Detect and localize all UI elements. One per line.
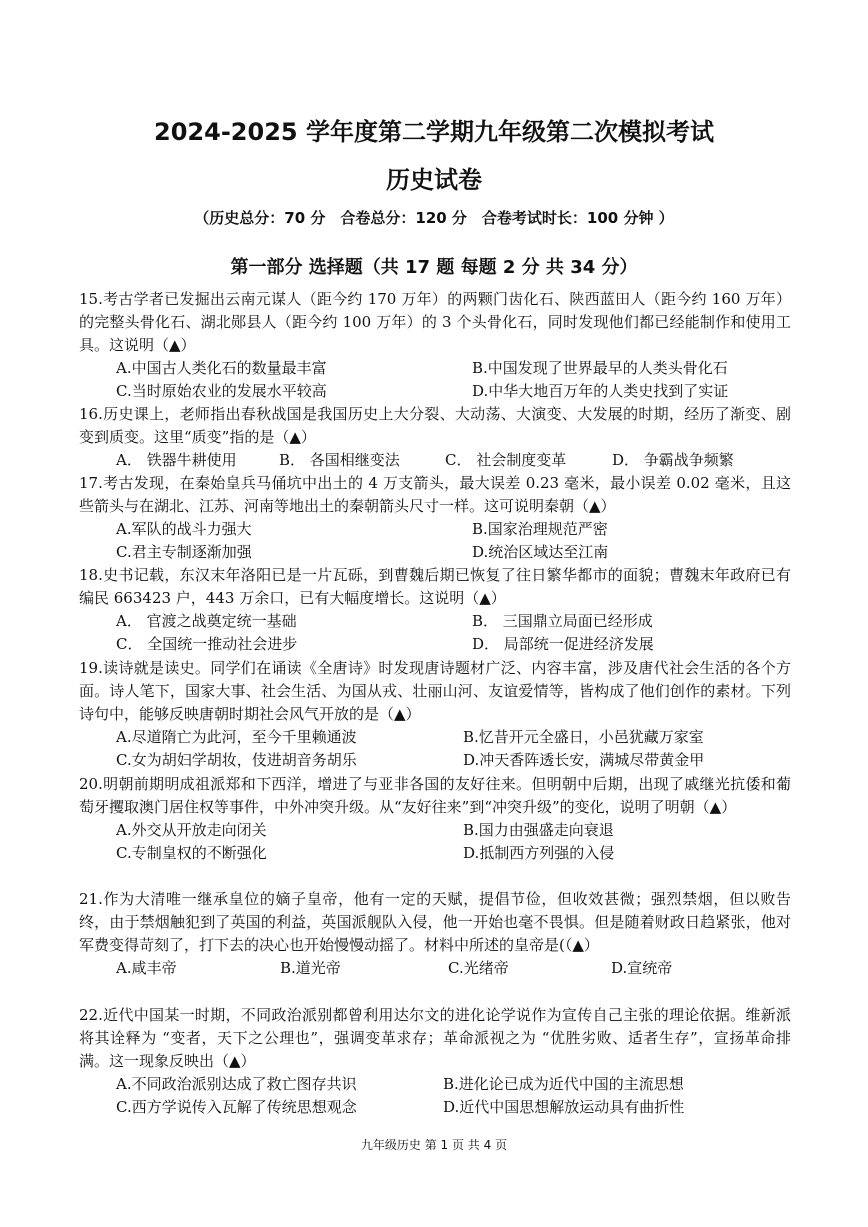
option-a: A.中国古人类化石的数量最丰富 [116,359,327,377]
option-d: D.统治区域达至江南 [472,543,609,561]
question-18 [79,564,791,656]
question-stem: 21.作为大清唯一继承皇位的嫡子皇帝，他有一定的天赋，提倡节俭，但收效甚微；强烈禁烟，但以败告终，由于禁烟触犯到了英国的利益，英国派舰队入侵，他一开始也毫不畏惧。但是随着财政日趋紧张，他对军费变得苛刻了，打下去的决心也开始慢慢动摇了。材料中所述的皇帝是(（▲） [79,890,791,954]
option-d: D.抵制西方列强的入侵 [463,844,615,862]
option-b: B.国家治理规范严密 [472,520,608,538]
question-stem: 17.考古发现，在秦始皇兵马俑坑中出土的 4 万支箭头，最大误差 0.23 毫米，最小误差 0.02 毫米，且这些箭头与在湖北、江苏、河南等地出土的秦朝箭头尺寸一样。这可说明秦朝（▲） [79,474,791,515]
option-a: A.咸丰帝 [116,959,177,977]
option-row [79,610,791,633]
option-b: B． 三国鼎立局面已经形成 [472,612,653,630]
option-row [79,541,791,564]
question-17 [79,472,791,564]
question-stem: 19.读诗就是读史。同学们在诵读《全唐诗》时发现唐诗题材广泛、内容丰富，涉及唐代社会生活的各个方面。诗人笔下，国家大事、社会生活、为国从戎、壮丽山河、友谊爱情等，皆构成了他们创作的素材。下列诗句中，能够反映唐朝时期社会风气开放的是（▲） [79,659,791,723]
option-d: D． 争霸战争频繁 [612,451,734,469]
question-stem: 18.史书记载，东汉末年洛阳已是一片瓦砾，到曹魏后期已恢复了往日繁华都市的面貌；曹魏末年政府已有编民 663423 户，443 万余口，已有大幅度增长。这说明（▲） [79,566,791,607]
option-d: D.近代中国思想解放运动具有曲折性 [443,1098,685,1116]
option-c: C． 全国统一推动社会进步 [116,635,298,653]
option-c: C.专制皇权的不断强化 [116,844,267,862]
option-a: A． 官渡之战奠定统一基础 [116,612,297,630]
option-a: A.外交从开放走向闭关 [116,821,267,839]
section-heading: 第一部分 选择题（共 17 题 每题 2 分 共 34 分） [230,257,638,278]
option-c: C.女为胡妇学胡妆，伎进胡音务胡乐 [116,751,357,769]
option-c: C.西方学说传入瓦解了传统思想观念 [116,1098,357,1116]
option-row [79,726,791,749]
question-16 [79,403,791,472]
option-row [79,819,791,842]
exam-subtitle: 历史试卷 [386,166,482,194]
page-footer: 九年级历史 第 1 页 共 4 页 [360,1138,508,1152]
question-15 [79,288,791,403]
question-19 [79,657,791,772]
option-row [79,380,791,403]
option-d: D.中华大地百万年的人类史找到了实证 [472,382,729,400]
option-a: A． 铁器牛耕使用 [116,451,237,469]
question-stem: 15.考古学者已发掘出云南元谋人（距今约 170 万年）的两颗门齿化石、陕西蓝田人（距今约 160 万年）的完整头骨化石、湖北郧县人（距今约 100 万年）的 3 个头骨化石，同时发现他们都已经能制作和使用工具。这说明（▲） [79,290,791,354]
score-info: （历史总分：70 分 合卷总分：120 分 合卷考试时长：100 分钟 ） [194,209,674,227]
option-row [79,449,791,472]
option-a: A.尽道隋亡为此河，至今千里赖通波 [116,728,357,746]
option-c: C.君主专制逐渐加强 [116,543,252,561]
option-row [79,957,791,980]
option-a: A.军队的战斗力强大 [116,520,252,538]
option-a: A.不同政治派别达成了救亡图存共识 [116,1075,357,1093]
option-b: B． 各国相继变法 [279,451,400,469]
option-b: B.国力由强盛走向衰退 [463,821,614,839]
question-stem: 20.明朝前期明成祖派郑和下西洋，增进了与亚非各国的友好往来。但明朝中后期，出现了戚继光抗倭和葡萄牙攫取澳门居住权等事件，中外冲突升级。从“友好往来”到“冲突升级”的变化，说明了明朝（▲） [79,775,791,816]
option-row [79,357,791,380]
option-b: B.忆昔开元全盛日，小邑犹藏万家室 [463,728,704,746]
option-b: B.进化论已成为近代中国的主流思想 [443,1075,684,1093]
question-22 [79,1004,791,1119]
option-row [79,633,791,656]
option-row [79,1096,791,1119]
option-d: D.宣统帝 [611,959,673,977]
option-c: C． 社会制度变革 [445,451,567,469]
option-c: C.当时原始农业的发展水平较高 [116,382,327,400]
question-stem: 22.近代中国某一时期，不同政治派别都曾利用达尔文的进化论学说作为宣传自己主张的理论依据。维新派将其诠释为 “变者，天下之公理也”，强调变革求存；革命派视之为 “优胜劣败、适者生存”，宣扬革命排满。这一现象反映出（▲） [79,1006,791,1070]
option-row [79,842,791,865]
exam-title: 2024-2025 学年度第二学期九年级第二次模拟考试 [154,118,714,146]
option-b: B.道光帝 [280,959,341,977]
option-b: B.中国发现了世界最早的人类头骨化石 [472,359,728,377]
question-stem: 16.历史课上，老师指出春秋战国是我国历史上大分裂、大动荡、大演变、大发展的时期，经历了渐变、剧变到质变。这里“质变”指的是（▲） [79,405,791,446]
option-d: D． 局部统一促进经济发展 [472,635,654,653]
question-20 [79,773,791,865]
option-row [79,518,791,541]
question-21 [79,888,791,980]
option-c: C.光绪帝 [448,959,509,977]
option-row [79,1073,791,1096]
option-d: D.冲天香阵透长安，满城尽带黄金甲 [463,751,705,769]
option-row [79,749,791,772]
